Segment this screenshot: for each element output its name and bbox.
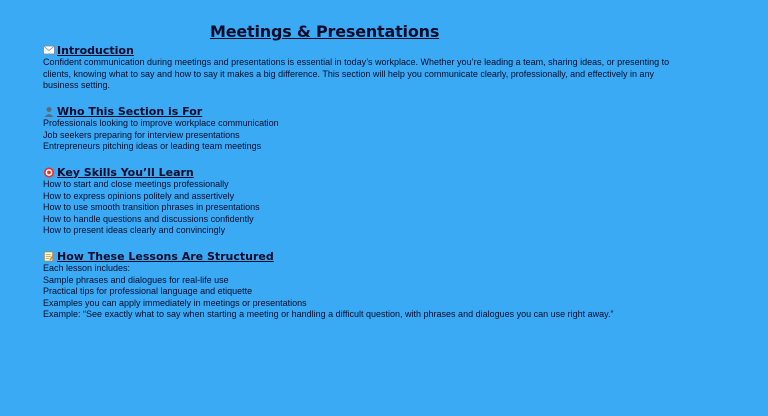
list-item: Entrepreneurs pitching ideas or leading team meetings	[43, 141, 262, 152]
section-introduction	[43, 43, 733, 92]
page-title: Meetings & Presentations	[210, 22, 440, 41]
list-item: Example: “See exactly what to say when starting a meeting or handling a difficult question, with phrases and dialogues you can use right away.”	[43, 309, 614, 320]
section-heading	[43, 249, 733, 263]
section-heading-text: Introduction	[57, 43, 134, 57]
list-item: Professionals looking to improve workplace communication	[43, 118, 279, 128]
section-skills	[43, 165, 733, 237]
list-item: Sample phrases and dialogues for real-life use	[43, 274, 229, 285]
list-item: Examples you can apply immediately in meetings or presentations	[43, 297, 307, 308]
section-heading	[43, 104, 733, 118]
section-heading	[43, 165, 733, 179]
list-item: How to start and close meetings professionally	[43, 179, 229, 189]
list-item: Each lesson includes:	[43, 263, 131, 273]
audience-list	[43, 118, 733, 153]
skills-list	[43, 179, 733, 237]
section-structure	[43, 249, 733, 321]
section-heading-text: How These Lessons Are Structured	[57, 249, 274, 263]
section-heading-text: Who This Section is For	[57, 104, 203, 118]
memo-icon	[43, 251, 55, 262]
envelope-icon	[43, 45, 55, 56]
person-icon	[43, 106, 55, 117]
list-item: How to use smooth transition phrases in presentations	[43, 202, 260, 213]
list-item: Job seekers preparing for interview presentations	[43, 129, 240, 140]
list-item: Practical tips for professional language and etiquette	[43, 286, 253, 297]
list-item: How to present ideas clearly and convincingly	[43, 225, 226, 236]
list-item: How to express opinions politely and assertively	[43, 190, 235, 201]
target-icon	[43, 167, 55, 178]
section-heading	[43, 43, 733, 57]
list-item: How to handle questions and discussions confidently	[43, 213, 254, 224]
section-audience	[43, 104, 733, 153]
structure-list	[43, 263, 733, 321]
section-heading-text: Key Skills You’ll Learn	[57, 165, 194, 179]
intro-paragraph: Confident communication during meetings and presentations is essential in today’s workplace. Whether you’re leading a team, sharing ideas, or presenting to clients, knowing what to say and how to say it makes a big difference. This section will help you communicate clearly, professionally, and effectively in any business setting.	[43, 57, 670, 91]
